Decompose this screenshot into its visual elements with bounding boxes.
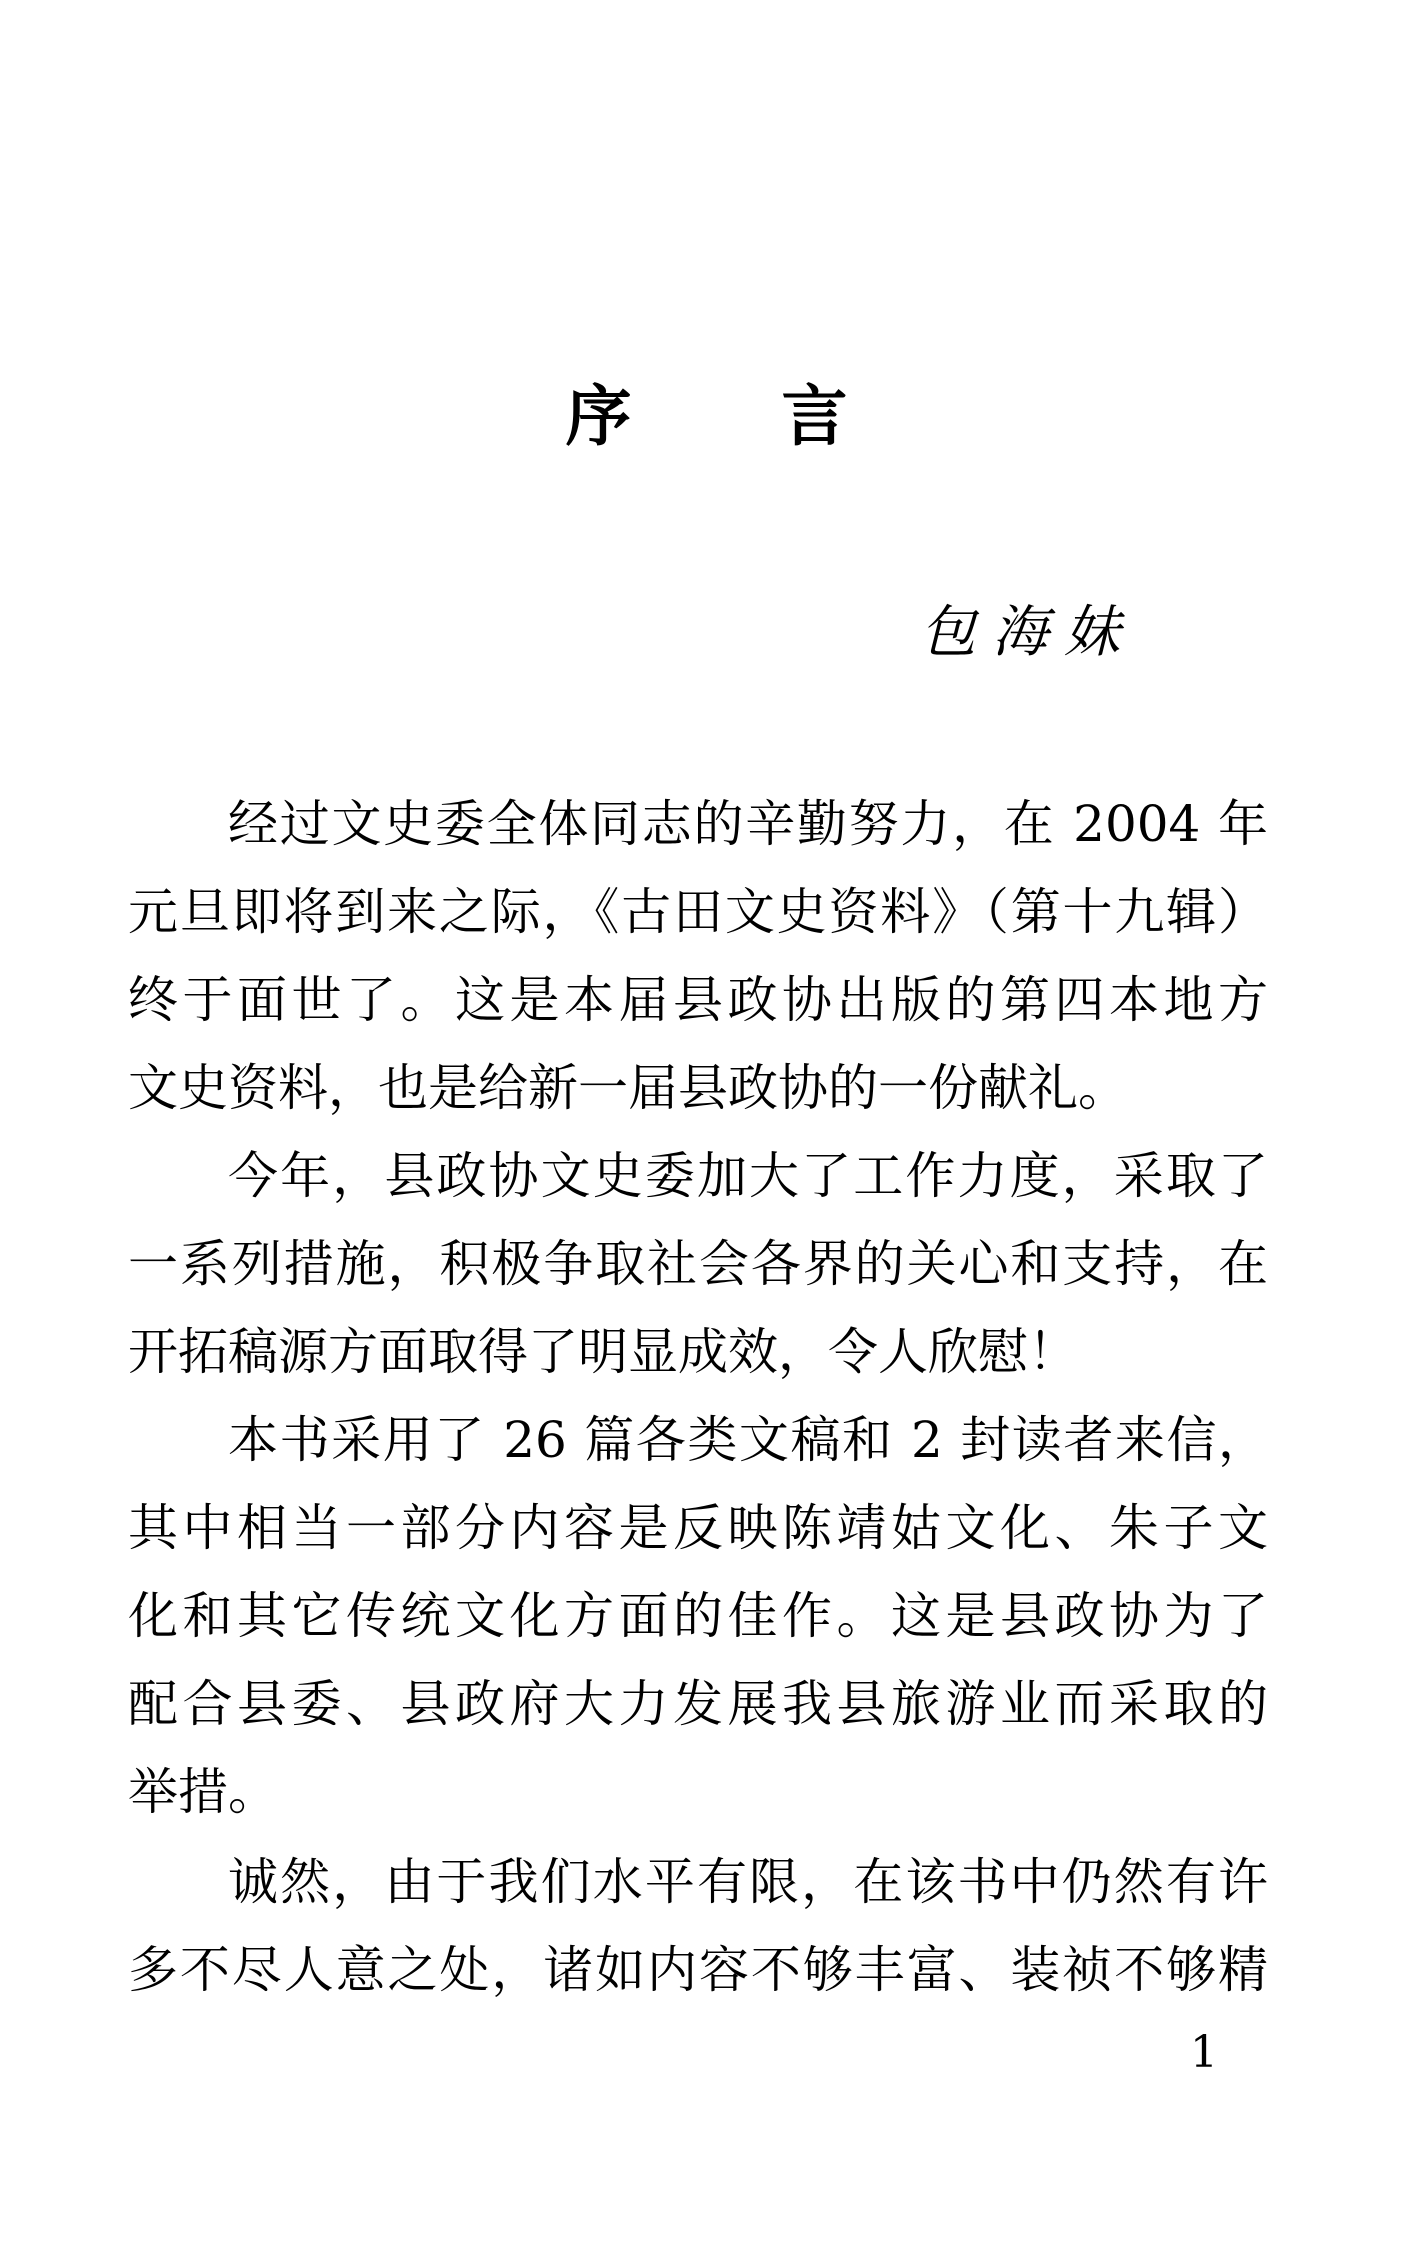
title-char-2: 言: [781, 378, 848, 455]
paragraph-2: [128, 1132, 1268, 1396]
paragraph-line: 本书采用了 26 篇各类文稿和 2 封读者来信，: [228, 1411, 1268, 1469]
paragraph-1: [128, 780, 1268, 1132]
paragraph-line: 经过文史委全体同志的辛勤努力，在 2004 年: [228, 795, 1268, 853]
title-char-1: 序: [565, 378, 632, 455]
paragraph-line: 今年，县政协文史委加大了工作力度，采取了: [228, 1147, 1268, 1205]
author-name: 包海妹: [920, 600, 1136, 665]
paragraph-line: 开拓稿源方面取得了明显成效，令人欣慰！: [128, 1323, 1078, 1381]
paragraph-3: [128, 1396, 1268, 1836]
paragraph-line: 文史资料，也是给新一届县政协的一份献礼。: [128, 1059, 1128, 1117]
paragraph-line: 诚然，由于我们水平有限，在该书中仍然有许: [228, 1853, 1268, 1911]
paragraph-line: 元旦即将到来之际，《古田文史资料》（第十九辑）: [128, 883, 1268, 941]
paragraph-line: 一系列措施，积极争取社会各界的关心和支持，在: [128, 1235, 1268, 1293]
paragraph-line: 举措。: [128, 1763, 278, 1821]
paragraph-line: 其中相当一部分内容是反映陈靖姑文化、朱子文: [128, 1499, 1268, 1557]
preface-title: [0, 372, 1413, 462]
paragraph-line: 多不尽人意之处，诸如内容不够丰富、装祯不够精: [128, 1941, 1268, 1999]
paragraph-line: 终于面世了。这是本届县政协出版的第四本地方: [128, 971, 1268, 1029]
paragraph-4: [128, 1838, 1268, 2014]
paragraph-line: 配合县委、县政府大力发展我县旅游业而采取的: [128, 1675, 1268, 1733]
page-number: 1: [1190, 2027, 1218, 2078]
paragraph-line: 化和其它传统文化方面的佳作。这是县政协为了: [128, 1587, 1268, 1645]
